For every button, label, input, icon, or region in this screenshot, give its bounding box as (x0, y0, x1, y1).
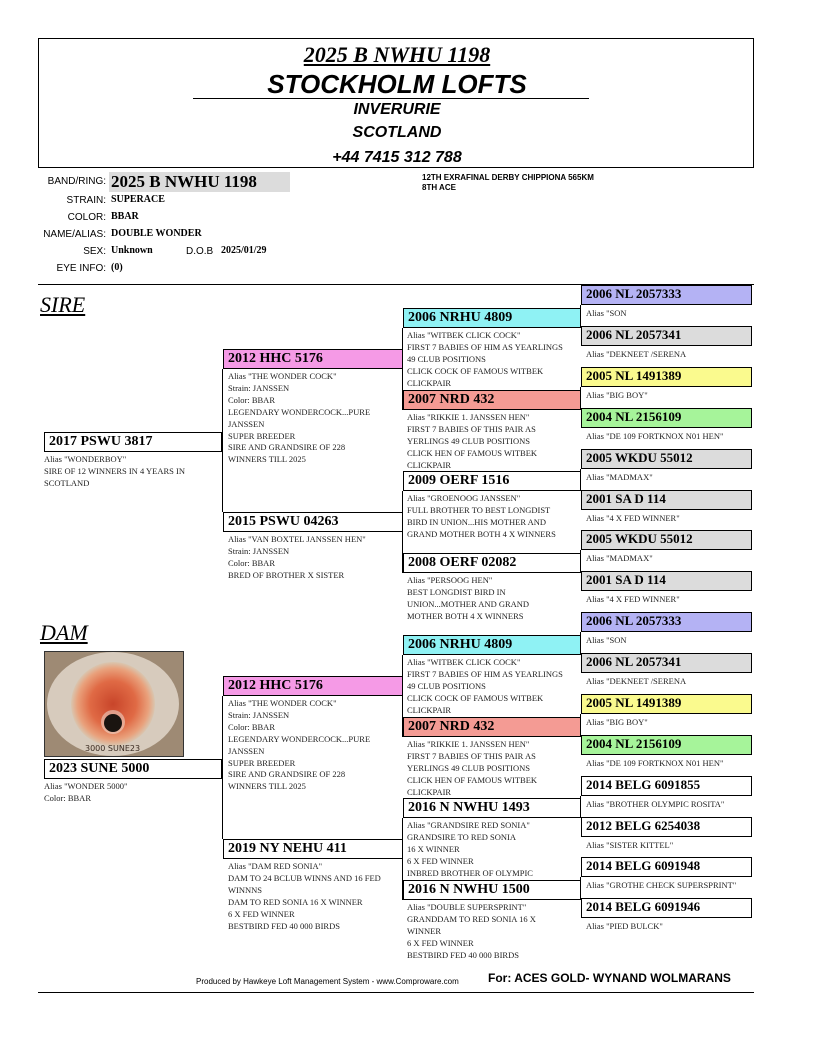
note-line: Alias "WONDERBOY" (44, 454, 127, 464)
dam-g4-alias: Alias "GROTHE CHECK SUPERSPRINT" (586, 880, 737, 890)
sire-g4-alias: Alias "MADMAX" (586, 472, 653, 482)
note-line: YERLINGS 49 CLUB POSITIONS (407, 435, 531, 446)
note-line: BIRD IN UNION...HIS MOTHER AND (407, 516, 547, 527)
dam-g4-ring-box: 2006 NL 2057333 (581, 612, 752, 632)
dam-g4-alias: Alias "DE 109 FORTKNOX N01 HEN" (586, 758, 724, 768)
note-line: GRANDDAM TO RED SONIA 16 X (407, 913, 536, 924)
color-label: COLOR: (67, 212, 106, 223)
note-line: SIRE OF 12 WINNERS IN 4 YEARS IN (44, 465, 185, 476)
note-line: FULL BROTHER TO BEST LONGDIST (407, 504, 551, 515)
sire-gen3-bracket-dam (402, 491, 403, 573)
note-line: Alias "RIKKIE 1. JANSSEN HEN" (407, 412, 530, 422)
dam-dam-ring-box: 2019 NY NEHU 411 (223, 839, 403, 859)
note-line: Color: BBAR (228, 721, 275, 732)
note-line: SIRE AND GRANDSIRE OF 228 (228, 769, 346, 780)
note-line: YERLINGS 49 CLUB POSITIONS (407, 762, 531, 773)
sire-gen4-bracket (580, 305, 581, 326)
dam-g4-ring-box: 2014 BELG 6091948 (581, 857, 752, 877)
note-line: 49 CLUB POSITIONS (407, 353, 486, 364)
note-line: Strain: JANSSEN (228, 709, 290, 720)
note-line: Alias "WONDER 5000" (44, 781, 128, 791)
note-line: CLICK COCK OF FAMOUS WITBEK (407, 365, 544, 376)
eye-label: EYE INFO: (56, 263, 106, 274)
name-label: NAME/ALIAS: (43, 229, 106, 240)
sire-dam-notes (228, 534, 400, 582)
note-line: INBRED BROTHER OF OLYMPIC (407, 867, 533, 878)
sire-g4-ring-box: 2005 WKDU 55012 (581, 530, 752, 550)
dam-dd-ring-box: 2016 N NWHU 1500 (403, 880, 581, 900)
dam-sire-notes (228, 698, 400, 793)
dam-dd-notes (407, 902, 579, 962)
sex-label: SEX: (83, 246, 106, 257)
sire-gen4-bracket (580, 469, 581, 490)
note-line: Alias "VAN BOXTEL JANSSEN HEN" (228, 534, 366, 544)
note-line: Color: BBAR (228, 557, 275, 568)
sire-sire-ring-box: 2012 HHC 5176 (223, 349, 403, 369)
note-line: LEGENDARY WONDERCOCK...PURE (228, 406, 371, 417)
note-line: CLICKPAIR (407, 459, 452, 470)
dam-g4-ring-box: 2004 NL 2156109 (581, 735, 752, 755)
dam-g4-alias: Alias "DEKNEET /SERENA (586, 676, 687, 686)
name-value: DOUBLE WONDER (111, 228, 202, 239)
note-line: 49 CLUB POSITIONS (407, 680, 486, 691)
note-line: Alias "DOUBLE SUPERSPRINT" (407, 902, 527, 912)
dam-g4-ring-box: 2006 NL 2057341 (581, 653, 752, 673)
sire-sd-notes (407, 412, 579, 472)
band-value: 2025 B NWHU 1198 (109, 172, 290, 192)
loft-country: SCOTLAND (352, 124, 442, 141)
dob-label: D.O.B (186, 246, 214, 257)
strain-label: STRAIN: (66, 195, 106, 206)
footer-divider (38, 992, 754, 993)
dam-g4-ring-box: 2014 BELG 6091946 (581, 898, 752, 918)
note-line: Alias "PERSOOG HEN" (407, 575, 493, 585)
sire-dam-ring-box: 2015 PSWU 04263 (223, 512, 403, 532)
note-line: CLICKPAIR (407, 377, 452, 388)
note-line: SCOTLAND (44, 477, 90, 488)
dam-gen2-bracket (222, 696, 223, 839)
sire-g4-ring-box: 2001 SA D 114 (581, 571, 752, 591)
sire-heading: SIRE (40, 292, 86, 317)
sire-g4-alias: Alias "BIG BOY" (586, 390, 648, 400)
note-line: Alias "DAM RED SONIA" (228, 861, 323, 871)
dam-dam-notes (228, 861, 400, 932)
dam-gen4-bracket (580, 796, 581, 817)
note-line: BEST LONGDIST BIRD IN (407, 586, 506, 597)
note-line: FIRST 7 BABIES OF HIM AS YEARLINGS (407, 668, 563, 679)
dam-sire-ring-box: 2012 HHC 5176 (223, 676, 403, 696)
sire-dd-ring-box: 2008 OERF 02082 (403, 553, 581, 573)
note-line: Alias "THE WONDER COCK" (228, 371, 337, 381)
eye-value: (0) (111, 262, 123, 273)
note-line: CLICKPAIR (407, 786, 452, 797)
sire-ds-notes (407, 493, 579, 541)
note-line: UNION...MOTHER AND GRAND (407, 598, 530, 609)
note-line: Alias "GRANDSIRE RED SONIA" (407, 820, 530, 830)
achievement-1: 12TH EXRAFINAL DERBY CHIPPIONA 565KM (422, 173, 594, 182)
note-line: JANSSEN (228, 418, 265, 429)
header-box (38, 38, 754, 168)
note-line: SIRE AND GRANDSIRE OF 228 (228, 442, 346, 453)
note-line: CLICK HEN OF FAMOUS WITBEK (407, 774, 538, 785)
sire-gen4-bracket (580, 387, 581, 408)
note-line: GRAND MOTHER BOTH 4 X WINNERS (407, 528, 556, 539)
dam-ds-ring-box: 2016 N NWHU 1493 (403, 798, 581, 818)
achievements (422, 173, 594, 193)
note-line: WINNER (407, 925, 441, 936)
sire-g4-ring-box: 2006 NL 2057341 (581, 326, 752, 346)
sire-ring-box: 2017 PSWU 3817 (44, 432, 222, 452)
band-label: BAND/RING: (47, 176, 106, 187)
produced-for: For: ACES GOLD- WYNAND WOLMARANS (488, 971, 731, 985)
dam-heading: DAM (40, 620, 88, 645)
sire-notes (44, 454, 220, 490)
dam-g4-ring-box: 2005 NL 1491389 (581, 694, 752, 714)
note-line: GRANDSIRE TO RED SONIA (407, 831, 517, 842)
note-line: Strain: JANSSEN (228, 382, 290, 393)
note-line: Alias "GROENOOG JANSSEN" (407, 493, 521, 503)
sire-sd-ring-box: 2007 NRD 432 (403, 390, 581, 410)
sire-g4-ring-box: 2004 NL 2156109 (581, 408, 752, 428)
dam-sd-notes (407, 739, 579, 799)
dam-g4-alias: Alias "SON (586, 635, 627, 645)
note-line: FIRST 7 BABIES OF THIS PAIR AS (407, 750, 536, 761)
sire-ss-ring-box: 2006 NRHU 4809 (403, 308, 581, 328)
sire-gen3-bracket-sire (402, 328, 403, 410)
note-line: Color: BBAR (228, 394, 275, 405)
sire-g4-alias: Alias "4 X FED WINNER" (586, 594, 680, 604)
loft-name: STOCKHOLM LOFTS (267, 69, 527, 99)
dam-ss-ring-box: 2006 NRHU 4809 (403, 635, 581, 655)
note-line: WINNNS (228, 884, 262, 895)
dam-g4-alias: Alias "BIG BOY" (586, 717, 648, 727)
note-line: CLICKPAIR (407, 704, 452, 715)
note-line: SUPER BREEDER (228, 430, 296, 441)
dam-ring-box: 2023 SUNE 5000 (44, 759, 222, 779)
dam-sd-ring-box: 2007 NRD 432 (403, 717, 581, 737)
dam-ss-notes (407, 657, 579, 717)
note-line: Color: BBAR (44, 792, 91, 803)
sire-g4-alias: Alias "DEKNEET /SERENA (586, 349, 687, 359)
dam-gen4-bracket (580, 877, 581, 898)
note-line: Alias "THE WONDER COCK" (228, 698, 337, 708)
dam-gen3-bracket-sire (402, 655, 403, 737)
sire-sire-notes (228, 371, 400, 466)
dam-gen4-bracket (580, 632, 581, 653)
sire-g4-ring-box: 2006 NL 2057333 (581, 285, 752, 305)
sire-g4-alias: Alias "4 X FED WINNER" (586, 513, 680, 523)
sire-g4-alias: Alias "MADMAX" (586, 553, 653, 563)
sire-g4-ring-box: 2005 WKDU 55012 (581, 449, 752, 469)
sire-g4-alias: Alias "DE 109 FORTKNOX N01 HEN" (586, 431, 724, 441)
note-line: 16 X WINNER (407, 843, 460, 854)
note-line: CLICK COCK OF FAMOUS WITBEK (407, 692, 544, 703)
produced-by: Produced by Hawkeye Loft Management System - www.Comproware.com (196, 977, 459, 986)
note-line: Strain: JANSSEN (228, 545, 290, 556)
sire-gen2-bracket (222, 369, 223, 512)
sire-gen4-bracket (580, 550, 581, 571)
bird-info (0, 172, 420, 282)
note-line: BESTBIRD FED 40 000 BIRDS (228, 920, 340, 931)
note-line: DAM TO RED SONIA 16 X WINNER (228, 896, 363, 907)
dam-g4-alias: Alias "BROTHER OLYMPIC ROSITA" (586, 799, 725, 809)
note-line: DAM TO 24 BCLUB WINNS AND 16 FED (228, 872, 381, 883)
note-line: 6 X FED WINNER (407, 937, 474, 948)
dam-notes (44, 781, 220, 805)
dam-g4-ring-box: 2012 BELG 6254038 (581, 817, 752, 837)
note-line: BESTBIRD FED 40 000 BIRDS (407, 949, 519, 960)
dam-g4-alias: Alias "PIED BULCK" (586, 921, 663, 931)
note-line: 6 X FED WINNER (407, 855, 474, 866)
eye-caption: 3000 SUNE23 (85, 744, 141, 753)
note-line: BRED OF BROTHER X SISTER (228, 569, 345, 580)
note-line: JANSSEN (228, 745, 265, 756)
note-line: Alias "RIKKIE 1. JANSSEN HEN" (407, 739, 530, 749)
note-line: 6 X FED WINNER (228, 908, 295, 919)
note-line: SUPER BREEDER (228, 757, 296, 768)
sire-g4-ring-box: 2005 NL 1491389 (581, 367, 752, 387)
achievement-2: 8TH ACE (422, 183, 456, 192)
note-line: FIRST 7 BABIES OF THIS PAIR AS (407, 423, 536, 434)
strain-value: SUPERACE (111, 194, 165, 205)
dam-ds-notes (407, 820, 579, 880)
eye-photo (44, 651, 184, 757)
note-line: WINNERS TILL 2025 (228, 454, 306, 465)
sire-g4-alias: Alias "SON (586, 308, 627, 318)
sire-ds-ring-box: 2009 OERF 1516 (403, 471, 581, 491)
note-line: Alias "WITBEK CLICK COCK" (407, 657, 521, 667)
dob-value: 2025/01/29 (221, 245, 267, 256)
note-line: Alias "WITBEK CLICK COCK" (407, 330, 521, 340)
dam-gen4-bracket (580, 714, 581, 735)
eye-image (45, 652, 183, 756)
note-line: FIRST 7 BABIES OF HIM AS YEARLINGS (407, 341, 563, 352)
sire-ss-notes (407, 330, 579, 390)
sire-dd-notes (407, 575, 579, 623)
dam-gen3-bracket-dam (402, 818, 403, 900)
loft-underline (193, 98, 589, 99)
sire-g4-ring-box: 2001 SA D 114 (581, 490, 752, 510)
loft-phone: +44 7415 312 788 (332, 149, 462, 166)
note-line: WINNERS TILL 2025 (228, 781, 306, 792)
loft-town: INVERURIE (353, 101, 441, 118)
note-line: CLICK HEN OF FAMOUS WITBEK (407, 447, 538, 458)
dam-g4-alias: Alias "SISTER KITTEL" (586, 840, 674, 850)
note-line: LEGENDARY WONDERCOCK...PURE (228, 733, 371, 744)
color-value: BBAR (111, 211, 139, 222)
sex-value: Unknown (111, 245, 153, 256)
dam-g4-ring-box: 2014 BELG 6091855 (581, 776, 752, 796)
note-line: MOTHER BOTH 4 X WINNERS (407, 610, 524, 621)
header-ring: 2025 B NWHU 1198 (303, 42, 491, 67)
